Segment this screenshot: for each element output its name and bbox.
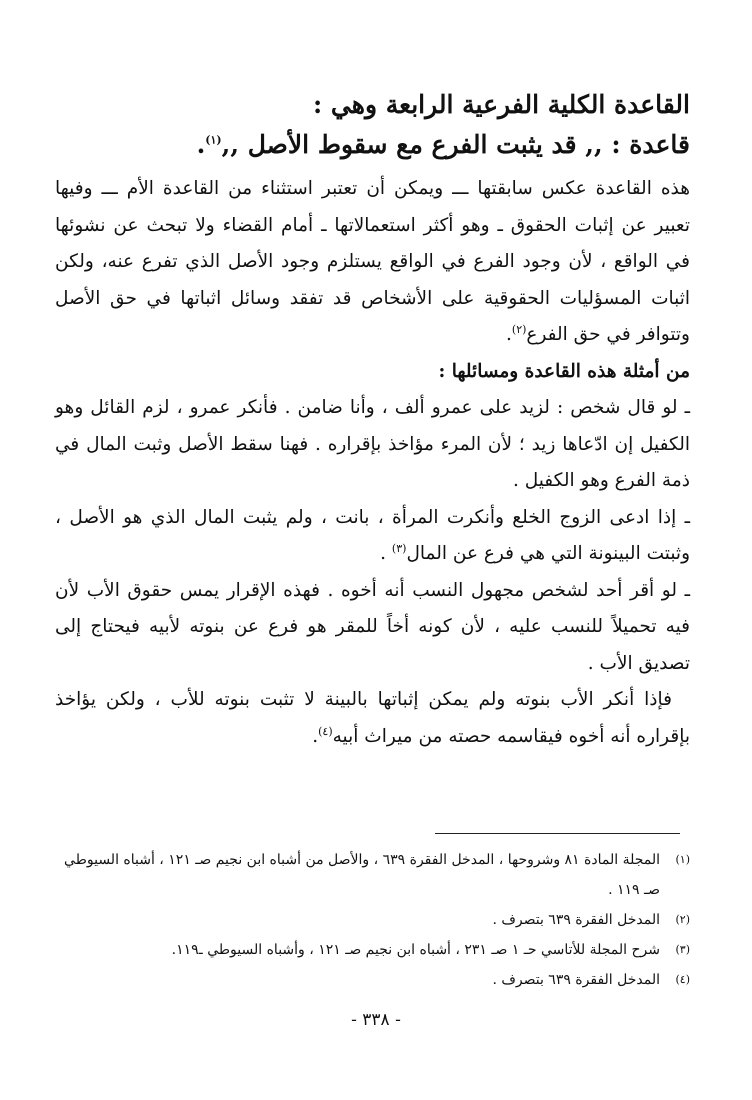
footnote-divider [435,833,680,834]
example-paragraph [55,500,690,573]
footnote-ref-1: (١) [205,133,222,147]
footnote-mark: (١) [675,853,690,866]
footnote-text: المجلة المادة ٨١ وشروحها ، المدخل الفقرة ٦٣٩ ، والأصل من أشباه ابن نجيم صـ ١٢١ ، أشباه السيوطي صـ ١١٩ . [64,852,660,898]
footnote-mark: (٤) [675,973,690,986]
footnote-ref-2: (٢) [511,322,527,336]
rule-title-text: قاعدة : ,, قد يثبت الفرع مع سقوط الأصل ,, [221,130,690,159]
footnote-item [60,905,690,935]
intro-paragraph [55,171,690,354]
example-paragraph [55,573,690,683]
rule-title: قاعدة : ,, قد يثبت الفرع مع سقوط الأصل ,,$^{(١)}$. [196,130,690,159]
footnote-text: شرح المجلة للأتاسي حـ ١ صـ ٢٣١ ، أشباه ابن نجيم صـ ١٢١ ، وأشباه السيوطي ـ١١٩. [171,942,660,958]
example-text: ـ لو أقر أحد لشخص مجهول النسب أنه أخوه . فهذه الإقرار يمس حقوق الأب لأن فيه تحميلاً للنسب عليه ، لأن كونه أخاً للمقر هو فرع عن بنوته لأبيه فيحتاج إلى تصديق الأب . [55,579,690,674]
examples-heading: من أمثلة هذه القاعدة ومسائلها : [438,360,690,382]
footnote-text: المدخل الفقرة ٦٣٩ بتصرف . [492,912,660,928]
page-number: - ٣٣٨ - [351,1010,401,1030]
example-text: ـ لو قال شخص : لزيد على عمرو ألف ، وأنا ضامن . فأنكر عمرو ، لزم القائل وهو الكفيل إن ادّعاها زيد ؛ لأن المرء مؤاخذ بإقراره . فهنا سقط الأصل وثبت المال في ذمة الفرع وهو الكفيل . [55,397,690,491]
example-tail: . [380,543,392,564]
footnote-ref-3: (٣) [391,541,407,555]
example-text: فإذا أنكر الأب بنوته ولم يمكن إثباتها بالبينة لا تثبت بنوته للأب ، ولكن يؤاخذ بإقراره أنه أخوه فيقاسمه حصته من ميراث أبيه [55,689,690,747]
footnotes [60,845,690,995]
section-heading: القاعدة الكلية الفرعية الرابعة وهي : [313,90,690,119]
example-tail: . [312,725,319,747]
example-paragraph [55,682,690,755]
example-text: ـ إذا ادعى الزوج الخلع وأنكرت المرأة ، بانت ، ولم يثبت المال الذي هو الأصل ، وثبتت البينونة التي هي فرع عن المال [55,506,690,564]
intro-paragraph-text: هذه القاعدة عكس سابقتها ـــ ويمكن أن تعتبر استثناء من القاعدة الأم ـــ وفيها تعبير عن إثبات الحقوق ـ وهو أكثر استعمالاتها ـ أمام القضاء ولا تبحث عن نشوئها في الواقع ، لأن وجود الفرع في الواقع يستلزم وجود الأصل الذي تفرع عنه، ولكن اثبات المسؤليات الحقوقية على الأشخاص قد تفقد وسائل اثباتها في حق الأصل وتتوافر في حق الفرع [55,178,690,345]
footnote-item [60,845,690,905]
footnote-ref-4: (٤) [318,724,333,738]
footnote-item [60,965,690,995]
footnote-text: المدخل الفقرة ٦٣٩ بتصرف . [492,972,660,988]
footnote-mark: (٣) [675,943,690,956]
intro-paragraph-tail: . [506,324,512,345]
example-paragraph [55,390,690,500]
footnote-item [60,935,690,965]
footnote-mark: (٢) [675,913,690,926]
page-body [55,85,690,755]
